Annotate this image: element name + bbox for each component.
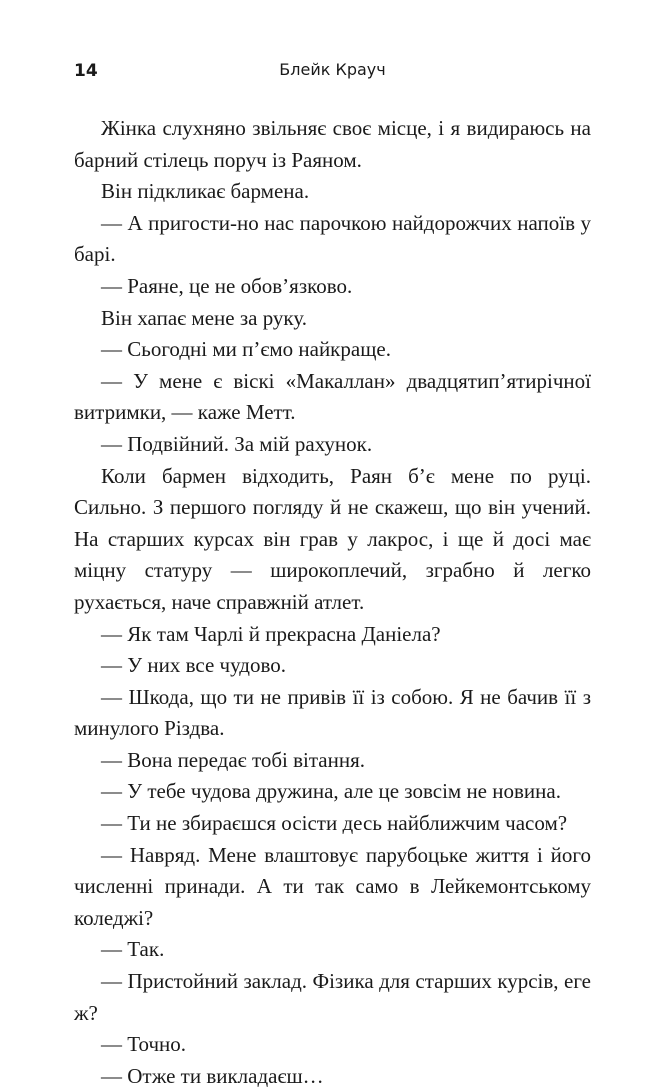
paragraph: — Сьогодні ми п’ємо найкраще. (101, 337, 391, 362)
running-title: Блейк Крауч (279, 60, 386, 79)
paragraph: Він підкликає бармена. (101, 179, 310, 204)
paragraph: — Як там Чарлі й прекрасна Даніела? (101, 621, 441, 646)
paragraph: — Шкода, що ти не привів її із собою. Я не бачив її з минулого Різдва. (74, 684, 591, 741)
paragraph: — Ти не збираєшся осісти десь найближчим часом? (101, 811, 568, 836)
paragraph: — Подвійний. За мій рахунок. (101, 431, 373, 456)
paragraph: Коли бармен відходить, Раян б’є мене по руці. Сильно. З першого погляду й не скажеш, що він учений. На старших курсах він грав у лакрос, і ще й досі має міцну статуру — широкоплечий, зграбно й легко рухається, наче справжній атлет. (74, 463, 591, 614)
paragraph: — У них все чудово. (101, 653, 286, 678)
paragraph: — Раяне, це не обов’язково. (101, 273, 353, 298)
paragraph: — Так. (101, 937, 165, 962)
paragraph: — А пригости-но нас парочкою найдорожчих напоїв у барі. (74, 210, 591, 267)
body-text (74, 113, 591, 1092)
paragraph: — Пристойний заклад. Фізика для старших курсів, еге ж? (74, 969, 591, 1025)
paragraph: Жінка слухняно звільняє своє місце, і я видираюсь на барний стілець поруч із Раяном. (74, 116, 591, 172)
paragraph: — У мене є віскі «Макаллан» двадцятип’ятирічної витримки, — каже Метт. (74, 368, 591, 425)
paragraph: — У тебе чудова дружина, але це зовсім не новина. (101, 779, 561, 804)
paragraph: — Отже ти викладаєш… (101, 1063, 324, 1088)
paragraph: — Точно. (101, 1032, 187, 1057)
page-number: 14 (74, 61, 98, 81)
paragraph: — Навряд. Мене влаштовує парубоцьке життя і його численні принади. А ти так само в Лейкемонтському коледжі? (74, 842, 591, 930)
paragraph: Він хапає мене за руку. (101, 305, 307, 330)
paragraph: — Вона передає тобі вітання. (101, 747, 365, 772)
